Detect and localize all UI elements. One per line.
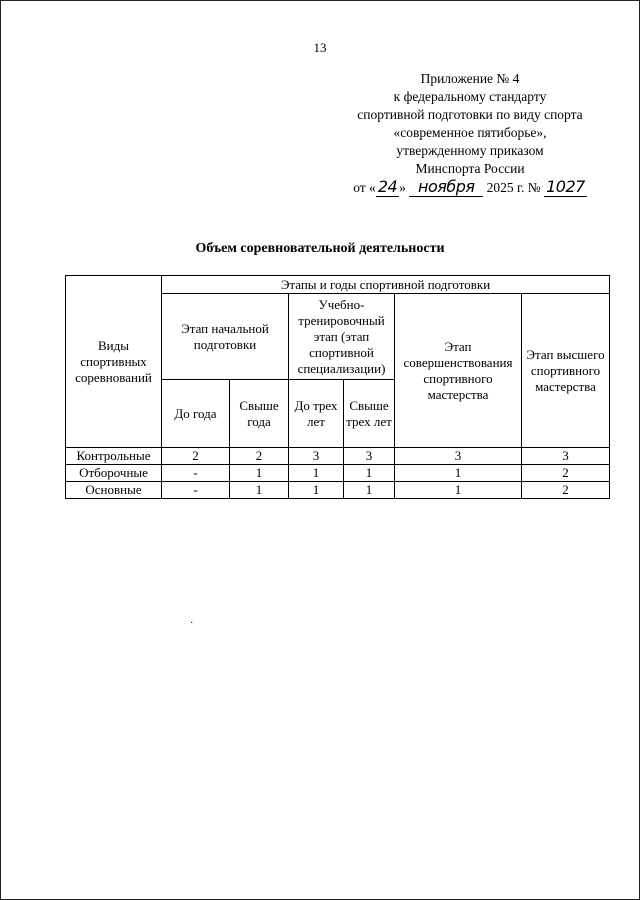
table-row: [66, 448, 610, 465]
table-cell: 2: [522, 465, 610, 482]
table-cell: 2: [230, 448, 289, 465]
date-year: 2025 г. №: [486, 180, 541, 195]
appendix-line-5: утвержденному приказом: [396, 143, 544, 158]
row-name: Контрольные: [66, 448, 162, 465]
table-cell: 3: [395, 448, 522, 465]
header-training: Учебно-тренировочный этап (этап спортивной специализации): [289, 294, 395, 380]
table-cell: 1: [230, 465, 289, 482]
appendix-line-1: Приложение № 4: [420, 71, 520, 86]
header-over-three: Свыше трех лет: [344, 380, 395, 448]
date-prefix: от «: [353, 180, 376, 195]
table-cell: 1: [395, 482, 522, 499]
table-cell: -: [162, 465, 230, 482]
header-highest: Этап высшего спортивного мастерства: [522, 294, 610, 448]
appendix-block: [330, 70, 610, 197]
page-number: 13: [313, 40, 327, 55]
date-day: 24: [377, 177, 398, 196]
scan-speck: ·: [190, 618, 194, 629]
table-cell: 1: [395, 465, 522, 482]
appendix-line-2: к федеральному стандарту: [393, 89, 547, 104]
table-row: [66, 465, 610, 482]
header-initial: Этап начальной подготовки: [162, 294, 289, 380]
table-cell: 1: [289, 482, 344, 499]
appendix-line-4: «современное пятиборье»,: [393, 125, 547, 140]
table-row: [66, 482, 610, 499]
table-cell: 2: [522, 482, 610, 499]
header-over-year: Свыше года: [230, 380, 289, 448]
header-up-to-three: До трех лет: [289, 380, 344, 448]
table-cell: 3: [522, 448, 610, 465]
row-name: Основные: [66, 482, 162, 499]
order-date-line: [330, 178, 610, 197]
date-mid: »: [399, 180, 406, 195]
table-cell: -: [162, 482, 230, 499]
table-cell: 1: [230, 482, 289, 499]
appendix-line-6: Минспорта России: [415, 161, 525, 176]
table-cell: 3: [289, 448, 344, 465]
page-title: Объем соревновательной деятельности: [195, 241, 445, 256]
header-types: Виды спортивных соревнований: [66, 276, 162, 448]
table-cell: 3: [344, 448, 395, 465]
order-number: 1027: [546, 177, 585, 196]
header-improvement: Этап совершенствования спортивного мастерства: [395, 294, 522, 448]
date-month: ноября: [409, 178, 483, 197]
table-cell: 1: [289, 465, 344, 482]
header-stages: Этапы и годы спортивной подготовки: [162, 276, 610, 294]
row-name: Отборочные: [66, 465, 162, 482]
table-cell: 1: [344, 465, 395, 482]
table-cell: 2: [162, 448, 230, 465]
header-up-to-year: До года: [162, 380, 230, 448]
competition-volume-table: [65, 275, 610, 499]
table-cell: 1: [344, 482, 395, 499]
appendix-line-3: спортивной подготовки по виду спорта: [357, 107, 583, 122]
